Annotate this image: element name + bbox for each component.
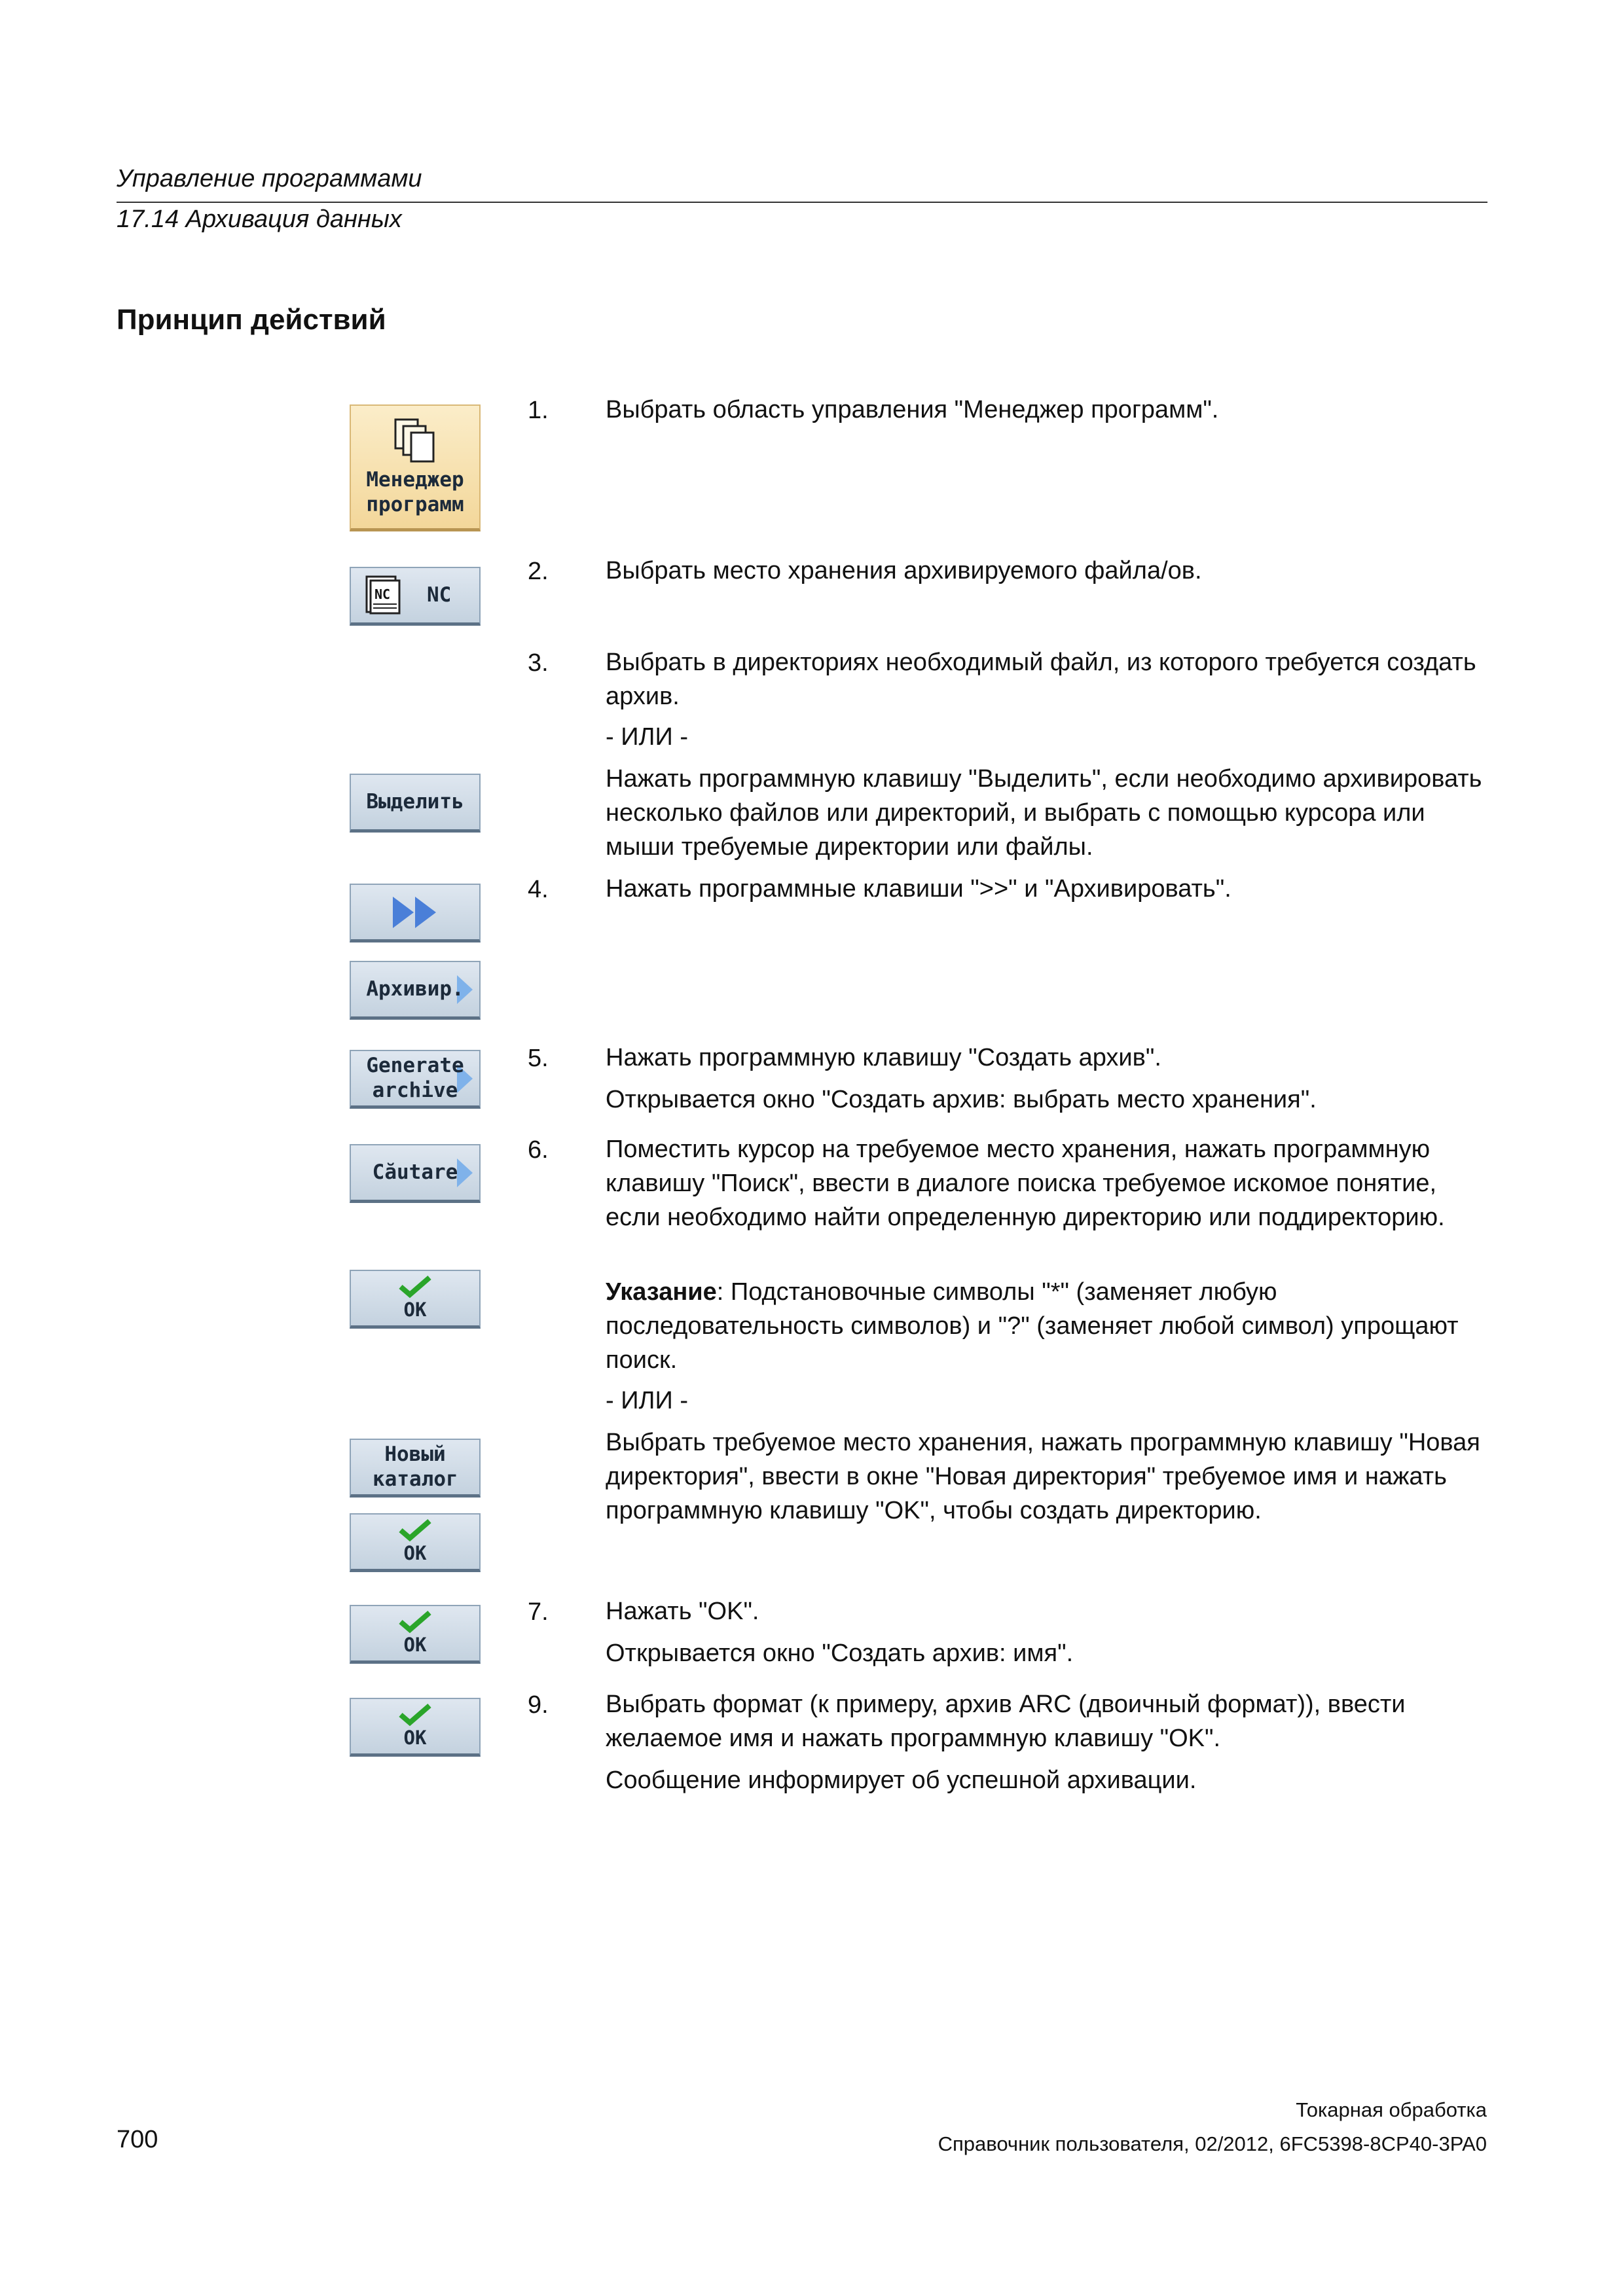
step-text: Выбрать место хранения архивируемого файла/ов. [606, 557, 1202, 584]
step-text: Выбрать область управления "Менеджер программ". [606, 396, 1219, 423]
step-text: Сообщение информирует об успешной архивации. [606, 1767, 1197, 1794]
header-section: 17.14 Архивация данных [117, 206, 402, 233]
step-text: Нажать программную клавишу "Создать архив". [606, 1044, 1161, 1071]
new-folder-label: Новый каталог [373, 1443, 458, 1491]
step-number: 9. [528, 1691, 549, 1719]
checkmark-icon [397, 1275, 433, 1299]
nc-softkey[interactable] [350, 567, 481, 626]
footer-book: Токарная обработка [1296, 2098, 1487, 2121]
generate-archive-label: Generate archive [366, 1054, 464, 1102]
select-label: Выделить [366, 789, 464, 814]
page-title: Принцип действий [117, 304, 386, 336]
note-text [606, 1275, 1489, 1377]
header-rule [117, 202, 1487, 203]
step-number: 4. [528, 876, 549, 903]
ok-softkey-3[interactable] [350, 1605, 481, 1664]
ok-label: OK [403, 1727, 427, 1749]
archive-label: Архивир. [366, 977, 464, 1001]
search-softkey[interactable] [350, 1144, 481, 1203]
footer-manual: Справочник пользователя, 02/2012, 6FC5398-8CP40-3PA0 [938, 2132, 1487, 2155]
note-body: : Подстановочные символы "*" (заменяет любую последовательность символов) и "?" (заменяет любой символ) упрощают поиск. [606, 1278, 1459, 1374]
step-number: 1. [528, 397, 549, 424]
step-text: Нажать программную клавишу "Выделить", если необходимо архивировать несколько файлов или директорий, и выбрать с помощью курсора или мыши требуемые директории или файлы. [606, 765, 1482, 861]
select-softkey[interactable] [350, 774, 481, 833]
submenu-arrow-icon [457, 1158, 473, 1187]
or-separator: - ИЛИ - [606, 723, 688, 751]
step-text: Поместить курсор на требуемое место хранения, нажать программную клавишу "Поиск", ввести в диалоге поиска требуемое искомое понятие, если необходимо найти определенную директорию или поддиректорию. [606, 1136, 1445, 1231]
ok-softkey-2[interactable] [350, 1513, 481, 1572]
checkmark-icon [397, 1703, 433, 1727]
step-number: 3. [528, 649, 549, 677]
ok-label: OK [403, 1542, 427, 1565]
archive-softkey[interactable] [350, 961, 481, 1020]
next-softkey[interactable] [350, 884, 481, 942]
double-chevron-right-icon [389, 893, 441, 932]
step-text: Нажать программные клавиши ">>" и "Архивировать". [606, 875, 1231, 903]
ok-label: OK [403, 1634, 427, 1657]
svg-text:NC: NC [374, 586, 391, 602]
checkmark-icon [397, 1518, 433, 1542]
step-number: 6. [528, 1136, 549, 1164]
step-text: Выбрать формат (к примеру, архив ARC (двоичный формат)), ввести желаемое имя и нажать программную клавишу "OK". [606, 1691, 1406, 1752]
step-text: Выбрать в директориях необходимый файл, из которого требуется создать архив. [606, 649, 1476, 710]
generate-archive-softkey[interactable] [350, 1050, 481, 1109]
step-text: Открывается окно "Создать архив: выбрать место хранения". [606, 1086, 1317, 1113]
step-number: 7. [528, 1598, 549, 1626]
nc-label: NC [427, 583, 452, 607]
page-number: 700 [117, 2126, 158, 2153]
ok-softkey-1[interactable] [350, 1270, 481, 1329]
program-manager-icon [392, 417, 439, 464]
checkmark-icon [397, 1610, 433, 1634]
step-text: Нажать "OK". [606, 1598, 759, 1625]
new-folder-softkey[interactable] [350, 1439, 481, 1498]
ok-label: OK [403, 1299, 427, 1321]
program-manager-softkey[interactable] [350, 404, 481, 531]
step-number: 2. [528, 558, 549, 585]
header-chapter: Управление программами [117, 165, 422, 192]
or-separator: - ИЛИ - [606, 1387, 688, 1414]
note-label: Указание [606, 1278, 717, 1306]
nc-folder-icon [365, 575, 403, 616]
ok-softkey-4[interactable] [350, 1698, 481, 1757]
step-number: 5. [528, 1045, 549, 1072]
step-text: Выбрать требуемое место хранения, нажать программную клавишу "Новая директория", ввести в окне "Новая директория" требуемое имя и нажать программную клавишу "OK", чтобы создать директорию. [606, 1429, 1480, 1524]
step-text: Открывается окно "Создать архив: имя". [606, 1640, 1074, 1667]
program-manager-label: Менеджер программ [366, 468, 464, 516]
search-label: Căutare [372, 1160, 458, 1184]
